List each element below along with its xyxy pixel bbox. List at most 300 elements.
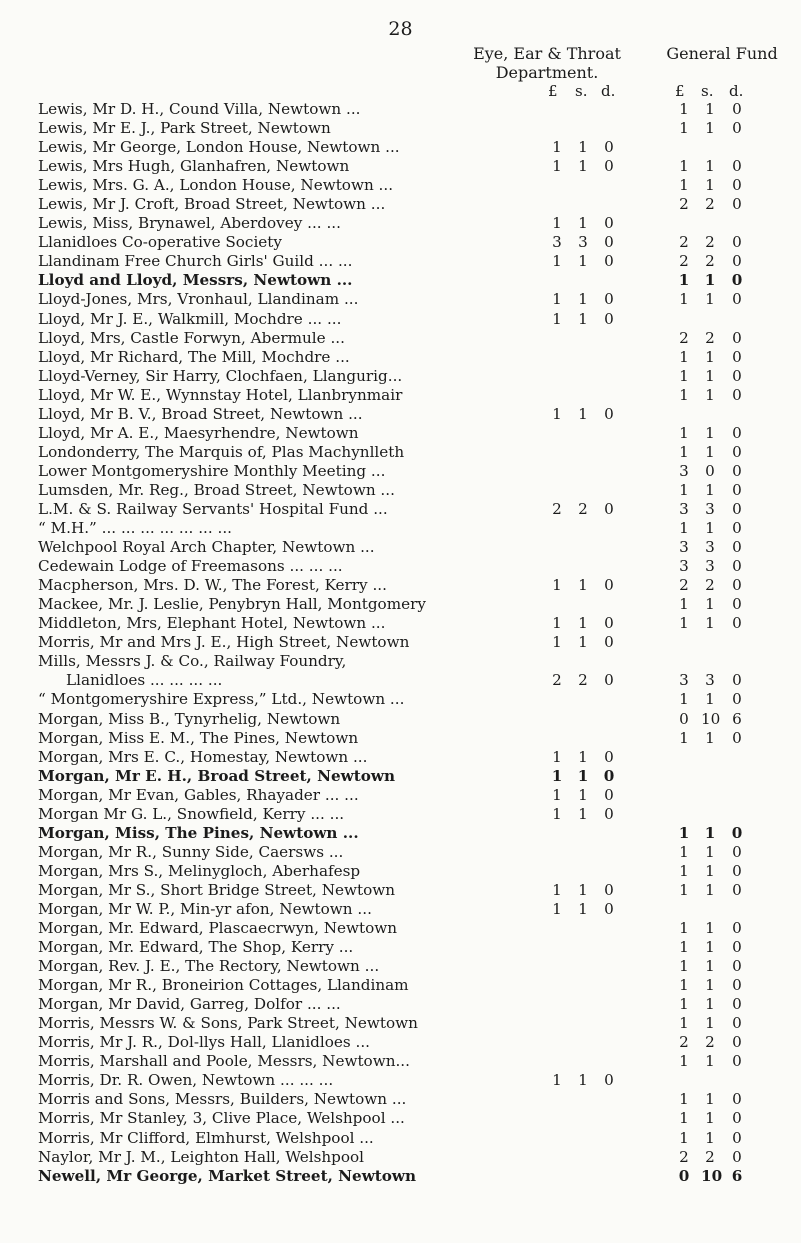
general-fund-shillings: 0 (705, 461, 715, 480)
general-fund-pounds: 1 (679, 919, 689, 938)
subscriber-name: Lloyd, Mr A. E., Maesyrhendre, Newtown (38, 423, 359, 442)
general-fund-shillings: 1 (705, 385, 715, 404)
subscriber-name: Newell, Mr George, Market Street, Newtown (38, 1166, 417, 1185)
table-row (0, 1109, 801, 1128)
eye-fund-pence: 0 (604, 499, 614, 518)
general-fund-shillings: 2 (705, 195, 715, 214)
eye-fund-shillings: 1 (578, 309, 588, 328)
general-fund-shillings: 10 (701, 1166, 723, 1185)
table-row (0, 424, 801, 443)
general-fund-pounds: 1 (679, 519, 689, 538)
general-fund-pounds: 3 (679, 461, 689, 480)
table-row (0, 290, 801, 309)
eye-fund-pounds: 2 (552, 499, 562, 518)
subscriber-name: L.M. & S. Railway Servants' Hospital Fund ... (38, 499, 388, 518)
subscriber-name: Morris, Messrs W. & Sons, Park Street, Newtown (38, 1014, 418, 1033)
general-fund-pence: 0 (732, 614, 742, 633)
eye-fund-pounds: 1 (552, 1071, 562, 1090)
eye-fund-shillings: 1 (578, 899, 588, 918)
general-fund-pence: 0 (732, 1128, 742, 1147)
general-fund-pence: 0 (732, 880, 742, 899)
table-row (0, 1129, 801, 1148)
general-fund-pounds: 2 (679, 1147, 689, 1166)
general-fund-pence: 0 (731, 271, 743, 290)
general-fund-shillings: 3 (705, 538, 715, 557)
subscriber-name: Lower Montgomeryshire Monthly Meeting ... (38, 461, 386, 480)
general-fund-shillings: 1 (704, 823, 716, 842)
table-row (0, 138, 801, 157)
general-fund-pounds: 0 (678, 1166, 690, 1185)
subscriber-name: Naylor, Mr J. M., Leighton Hall, Welshpool (38, 1147, 365, 1166)
general-fund-pounds: 3 (679, 557, 689, 576)
general-fund-pence: 0 (732, 938, 742, 957)
table-row (0, 443, 801, 462)
subscriber-name: Cedewain Lodge of Freemasons ... ... ... (38, 557, 343, 576)
table-row (0, 1167, 801, 1186)
eye-fund-pounds: 1 (552, 309, 562, 328)
table-row (0, 1033, 801, 1052)
table-row (0, 195, 801, 214)
subscriber-name: Morgan, Mr R., Broneirion Cottages, Llandinam (38, 976, 409, 995)
eye-fund-pence: 0 (604, 880, 614, 899)
general-fund-shillings: 1 (705, 842, 715, 861)
general-fund-shillings: 1 (705, 595, 715, 614)
general-fund-shillings: 1 (705, 690, 715, 709)
subscriber-name: Middleton, Mrs, Elephant Hotel, Newtown ... (38, 614, 386, 633)
general-fund-pence: 0 (732, 480, 742, 499)
general-fund-pence: 0 (732, 595, 742, 614)
general-fund-pence: 0 (732, 690, 742, 709)
table-row (0, 538, 801, 557)
subscriber-name: Morgan, Miss E. M., The Pines, Newtown (38, 728, 359, 747)
general-fund-pounds: 1 (679, 1109, 689, 1128)
subscriber-name-continued: Llanidloes ... ... ... ... (66, 671, 223, 690)
subscriber-name: Lloyd, Mr J. E., Walkmill, Mochdre ... ... (38, 309, 342, 328)
general-fund-pounds: 1 (679, 938, 689, 957)
general-fund-pence: 0 (731, 823, 743, 842)
general-fund-pounds: 3 (679, 671, 689, 690)
general-fund-shillings: 1 (705, 119, 715, 138)
eye-fund-pence: 0 (604, 252, 614, 271)
subscriber-name: Lloyd, Mr B. V., Broad Street, Newtown ... (38, 404, 363, 423)
general-fund-pence: 6 (731, 1166, 743, 1185)
subscriber-name: Llanidloes Co-operative Society (38, 233, 282, 252)
subscriber-name: “ M.H.” ... ... ... ... ... ... ... (38, 519, 232, 538)
general-fund-shillings: 1 (705, 880, 715, 899)
eye-fund-pounds: 1 (552, 290, 562, 309)
subscriber-name: Morgan, Rev. J. E., The Rectory, Newtown ... (38, 957, 380, 976)
eye-fund-pence: 0 (603, 766, 615, 785)
table-row (0, 633, 801, 652)
general-fund-shillings: 1 (705, 1014, 715, 1033)
table-row (0, 805, 801, 824)
general-fund-pounds: 1 (679, 157, 689, 176)
general-fund-shillings: 1 (705, 995, 715, 1014)
general-fund-pounds: 1 (679, 290, 689, 309)
general-fund-shillings: 1 (705, 957, 715, 976)
subscriber-name: Morris, Mr Stanley, 3, Clive Place, Welshpool ... (38, 1109, 405, 1128)
general-fund-pence: 0 (732, 671, 742, 690)
subscriber-name: Lewis, Mr E. J., Park Street, Newtown (38, 119, 331, 138)
subscriber-name: “ Montgomeryshire Express,” Ltd., Newtown ... (38, 690, 405, 709)
eye-fund-pence: 0 (604, 614, 614, 633)
general-fund-pounds: 1 (679, 1014, 689, 1033)
subscriber-name: Lloyd and Lloyd, Messrs, Newtown ... (38, 271, 353, 290)
general-fund-pence: 0 (732, 176, 742, 195)
subscriber-name: Lewis, Mr J. Croft, Broad Street, Newtown ... (38, 195, 386, 214)
eye-fund-shillings: 1 (577, 766, 589, 785)
subscriber-name: Morgan, Miss B., Tynyrhelig, Newtown (38, 709, 341, 728)
general-fund-pence: 0 (732, 1033, 742, 1052)
general-fund-shillings: 1 (705, 938, 715, 957)
table-row (0, 1052, 801, 1071)
table-row (0, 862, 801, 881)
general-fund-pounds: 1 (679, 423, 689, 442)
eye-fund-pounds: 1 (552, 138, 562, 157)
table-row (0, 710, 801, 729)
table-row (0, 519, 801, 538)
general-fund-pence: 0 (732, 1147, 742, 1166)
subscriber-name: Morgan, Mr R., Sunny Side, Caersws ... (38, 842, 344, 861)
table-row (0, 1090, 801, 1109)
general-fund-pounds: 2 (679, 195, 689, 214)
general-fund-shillings: 1 (705, 347, 715, 366)
table-row (0, 233, 801, 252)
table-row (0, 976, 801, 995)
general-fund-pounds: 1 (679, 1052, 689, 1071)
general-fund-pounds: 1 (679, 595, 689, 614)
general-fund-pounds: 1 (679, 347, 689, 366)
general-fund-pounds: 1 (679, 442, 689, 461)
eye-fund-pence: 0 (604, 747, 614, 766)
eye-fund-pence: 0 (604, 157, 614, 176)
eye-fund-pounds: 1 (552, 633, 562, 652)
subscriber-name: Morris, Mr and Mrs J. E., High Street, Newtown (38, 633, 410, 652)
general-fund-shillings: 2 (705, 576, 715, 595)
general-fund-pence: 0 (732, 100, 742, 118)
table-row (0, 881, 801, 900)
general-fund-pounds: 1 (679, 976, 689, 995)
general-fund-pence: 0 (732, 1090, 742, 1109)
general-fund-shillings: 1 (705, 366, 715, 385)
eye-fund-pounds: 1 (552, 785, 562, 804)
subscriber-name: Macpherson, Mrs. D. W., The Forest, Kerry ... (38, 576, 387, 595)
general-fund-shillings: 1 (705, 861, 715, 880)
table-row (0, 614, 801, 633)
eye-fund-pounds: 1 (552, 899, 562, 918)
general-fund-pence: 0 (732, 957, 742, 976)
general-fund-shillings: 2 (705, 233, 715, 252)
eye-fund-pounds: 1 (552, 157, 562, 176)
eye-fund-pence: 0 (604, 233, 614, 252)
general-fund-pounds: 2 (679, 576, 689, 595)
general-fund-pounds: 1 (679, 995, 689, 1014)
table-row (0, 462, 801, 481)
general-fund-pounds: 1 (679, 614, 689, 633)
general-shillings-label: s. (701, 82, 714, 100)
eye-fund-pence: 0 (604, 404, 614, 423)
table-row (0, 271, 801, 290)
general-fund-pence: 0 (732, 347, 742, 366)
general-fund-pence: 0 (732, 290, 742, 309)
subscriber-name: Morgan Mr G. L., Snowfield, Kerry ... ... (38, 804, 345, 823)
general-fund-shillings: 1 (705, 919, 715, 938)
eye-shillings-label: s. (575, 82, 588, 100)
table-row (0, 748, 801, 767)
general-fund-shillings: 3 (705, 499, 715, 518)
eye-fund-shillings: 1 (578, 290, 588, 309)
table-row (0, 652, 801, 690)
general-fund-shillings: 1 (705, 176, 715, 195)
general-fund-pounds: 1 (679, 100, 689, 118)
general-fund-shillings: 1 (705, 290, 715, 309)
table-row (0, 386, 801, 405)
subscriber-name: Morgan, Mr. Edward, Plascaecrwyn, Newtown (38, 919, 398, 938)
general-fund-pence: 0 (732, 328, 742, 347)
eye-fund-pounds: 1 (552, 880, 562, 899)
eye-fund-shillings: 1 (578, 138, 588, 157)
subscriber-name: Morgan, Mr W. P., Min-yr afon, Newtown ... (38, 899, 372, 918)
general-fund-pence: 0 (732, 461, 742, 480)
eye-fund-header: Eye, Ear & Throat Department. (473, 44, 621, 82)
general-fund-pence: 0 (732, 1014, 742, 1033)
general-fund-pounds: 0 (679, 709, 689, 728)
general-fund-pence: 0 (732, 233, 742, 252)
subscriber-name: Morgan, Mrs E. C., Homestay, Newtown ... (38, 747, 368, 766)
general-fund-pence: 0 (732, 976, 742, 995)
table-row (0, 176, 801, 195)
eye-fund-pounds: 2 (552, 671, 562, 690)
table-row (0, 843, 801, 862)
table-row (0, 367, 801, 386)
table-row (0, 900, 801, 919)
general-fund-pence: 0 (732, 366, 742, 385)
table-row (0, 348, 801, 367)
general-fund-pence: 0 (732, 157, 742, 176)
general-fund-shillings: 1 (705, 100, 715, 118)
general-fund-shillings: 10 (701, 709, 721, 728)
table-row (0, 938, 801, 957)
table-row (0, 310, 801, 329)
general-fund-header: General Fund (666, 44, 778, 63)
general-fund-pence: 0 (732, 442, 742, 461)
general-fund-shillings: 1 (705, 442, 715, 461)
general-fund-pence: 0 (732, 252, 742, 271)
table-row (0, 919, 801, 938)
table-row (0, 767, 801, 786)
general-fund-pounds: 1 (679, 366, 689, 385)
general-fund-pounds: 2 (679, 328, 689, 347)
table-row (0, 557, 801, 576)
general-fund-shillings: 1 (705, 519, 715, 538)
general-fund-shillings: 1 (705, 423, 715, 442)
subscriber-name: Lloyd, Mr Richard, The Mill, Mochdre ... (38, 347, 350, 366)
general-fund-pounds: 1 (678, 823, 690, 842)
subscriber-name: Morris, Dr. R. Owen, Newtown ... ... ... (38, 1071, 334, 1090)
eye-fund-shillings: 1 (578, 633, 588, 652)
general-fund-pence: 0 (732, 1109, 742, 1128)
eye-fund-shillings: 1 (578, 747, 588, 766)
general-fund-shillings: 2 (705, 1147, 715, 1166)
subscriber-name: Lewis, Mr D. H., Cound Villa, Newtown ... (38, 100, 361, 118)
general-fund-shillings: 2 (705, 328, 715, 347)
eye-fund-shillings: 1 (578, 785, 588, 804)
table-row (0, 786, 801, 805)
subscriber-name: Morris, Mr J. R., Dol-llys Hall, Llanidloes ... (38, 1033, 370, 1052)
page-number: 28 (388, 18, 413, 40)
general-fund-pounds: 1 (679, 119, 689, 138)
eye-fund-pounds: 1 (552, 747, 562, 766)
table-row (0, 576, 801, 595)
eye-fund-shillings: 1 (578, 252, 588, 271)
general-fund-pence: 0 (732, 557, 742, 576)
subscriber-name: Londonderry, The Marquis of, Plas Machynlleth (38, 442, 405, 461)
table-row (0, 157, 801, 176)
general-fund-shillings: 1 (705, 1052, 715, 1071)
general-fund-pounds: 1 (679, 690, 689, 709)
eye-fund-shillings: 3 (578, 233, 588, 252)
eye-pence-label: d. (601, 82, 616, 100)
eye-fund-shillings: 1 (578, 614, 588, 633)
subscriber-name: Morgan, Miss, The Pines, Newtown ... (38, 823, 359, 842)
table-row (0, 595, 801, 614)
subscriber-name: Welchpool Royal Arch Chapter, Newtown ... (38, 538, 375, 557)
eye-fund-shillings: 1 (578, 157, 588, 176)
general-fund-pounds: 2 (679, 252, 689, 271)
subscriber-name: Mills, Messrs J. & Co., Railway Foundry, (38, 652, 347, 671)
general-fund-shillings: 1 (705, 614, 715, 633)
table-row (0, 405, 801, 424)
general-fund-shillings: 1 (705, 976, 715, 995)
eye-fund-pence: 0 (604, 576, 614, 595)
table-row (0, 957, 801, 976)
eye-fund-pence: 0 (604, 290, 614, 309)
eye-fund-pence: 0 (604, 671, 614, 690)
general-fund-pence: 0 (732, 995, 742, 1014)
eye-fund-pence: 0 (604, 633, 614, 652)
subscriber-name: Morgan, Mr Evan, Gables, Rhayader ... ... (38, 785, 359, 804)
general-fund-pounds: 1 (679, 880, 689, 899)
subscriber-name: Lloyd, Mrs, Castle Forwyn, Abermule ... (38, 328, 345, 347)
general-fund-pounds: 2 (679, 233, 689, 252)
general-fund-pounds: 1 (679, 861, 689, 880)
table-row (0, 824, 801, 843)
eye-fund-shillings: 1 (578, 804, 588, 823)
general-fund-pounds: 2 (679, 1033, 689, 1052)
subscriber-name: Lewis, Miss, Brynawel, Aberdovey ... ... (38, 214, 341, 233)
table-row (0, 1071, 801, 1090)
general-fund-shillings: 3 (705, 557, 715, 576)
eye-fund-pounds: 1 (552, 614, 562, 633)
eye-fund-pence: 0 (604, 309, 614, 328)
eye-fund-pence: 0 (604, 804, 614, 823)
eye-fund-pounds: 1 (552, 252, 562, 271)
general-fund-pence: 6 (732, 709, 742, 728)
subscriber-name: Morgan, Mrs S., Melinygloch, Aberhafesp (38, 861, 361, 880)
general-fund-shillings: 1 (705, 1109, 715, 1128)
general-fund-pounds: 1 (679, 1090, 689, 1109)
table-row (0, 252, 801, 271)
eye-fund-shillings: 1 (578, 576, 588, 595)
general-pence-label: d. (729, 82, 744, 100)
eye-pounds-label: £ (548, 82, 558, 100)
general-fund-shillings: 1 (704, 271, 716, 290)
subscriber-name: Mackee, Mr. J. Leslie, Penybryn Hall, Montgomery (38, 595, 426, 614)
general-fund-shillings: 1 (705, 728, 715, 747)
general-fund-pence: 0 (732, 538, 742, 557)
table-row (0, 729, 801, 748)
general-fund-pence: 0 (732, 861, 742, 880)
general-fund-pounds: 1 (679, 176, 689, 195)
subscriber-name: Morgan, Mr E. H., Broad Street, Newtown (38, 766, 395, 785)
subscriber-name: Lloyd-Verney, Sir Harry, Clochfaen, Llangurig... (38, 366, 403, 385)
table-row (0, 690, 801, 709)
subscriber-name: Morgan, Mr David, Garreg, Dolfor ... ... (38, 995, 341, 1014)
eye-fund-pounds: 1 (552, 214, 562, 233)
general-fund-pence: 0 (732, 1052, 742, 1071)
general-fund-pence: 0 (732, 119, 742, 138)
general-fund-pence: 0 (732, 423, 742, 442)
general-fund-pence: 0 (732, 385, 742, 404)
eye-fund-pounds: 1 (552, 804, 562, 823)
table-row (0, 329, 801, 348)
general-fund-shillings: 1 (705, 1090, 715, 1109)
subscriber-name: Lloyd-Jones, Mrs, Vronhaul, Llandinam ... (38, 290, 359, 309)
table-row (0, 214, 801, 233)
subscriber-name: Lewis, Mrs. G. A., London House, Newtown ... (38, 176, 394, 195)
eye-fund-pence: 0 (604, 138, 614, 157)
subscriber-name: Morris and Sons, Messrs, Builders, Newtown ... (38, 1090, 407, 1109)
general-fund-pounds: 1 (679, 842, 689, 861)
general-fund-pounds: 1 (679, 957, 689, 976)
table-row (0, 995, 801, 1014)
general-fund-pence: 0 (732, 576, 742, 595)
general-fund-shillings: 2 (705, 252, 715, 271)
general-fund-shillings: 1 (705, 157, 715, 176)
table-row (0, 481, 801, 500)
general-fund-pounds: 3 (679, 499, 689, 518)
eye-fund-shillings: 2 (578, 499, 588, 518)
table-row (0, 500, 801, 519)
subscriber-name: Lumsden, Mr. Reg., Broad Street, Newtown ... (38, 480, 395, 499)
general-fund-shillings: 3 (705, 671, 715, 690)
table-row (0, 100, 801, 119)
subscriber-name: Morgan, Mr S., Short Bridge Street, Newtown (38, 880, 396, 899)
eye-fund-pence: 0 (604, 785, 614, 804)
general-fund-pounds: 1 (679, 385, 689, 404)
general-fund-shillings: 1 (705, 1128, 715, 1147)
subscriber-name: Lewis, Mrs Hugh, Glanhafren, Newtown (38, 157, 350, 176)
general-fund-pence: 0 (732, 195, 742, 214)
eye-fund-shillings: 1 (578, 214, 588, 233)
general-fund-shillings: 1 (705, 480, 715, 499)
general-fund-pence: 0 (732, 519, 742, 538)
subscriber-name: Lewis, Mr George, London House, Newtown ... (38, 138, 400, 157)
eye-fund-shillings: 1 (578, 880, 588, 899)
general-fund-shillings: 2 (705, 1033, 715, 1052)
general-fund-pounds: 1 (679, 480, 689, 499)
eye-fund-pounds: 1 (552, 404, 562, 423)
general-fund-pounds: 1 (679, 1128, 689, 1147)
eye-fund-pence: 0 (604, 899, 614, 918)
general-fund-pounds: 1 (678, 271, 690, 290)
table-row (0, 1148, 801, 1167)
eye-fund-pounds: 1 (552, 576, 562, 595)
subscriber-name: Morris, Mr Clifford, Elmhurst, Welshpool ... (38, 1128, 374, 1147)
subscriber-name: Morris, Marshall and Poole, Messrs, Newtown... (38, 1052, 410, 1071)
eye-fund-pence: 0 (604, 1071, 614, 1090)
general-fund-pence: 0 (732, 728, 742, 747)
